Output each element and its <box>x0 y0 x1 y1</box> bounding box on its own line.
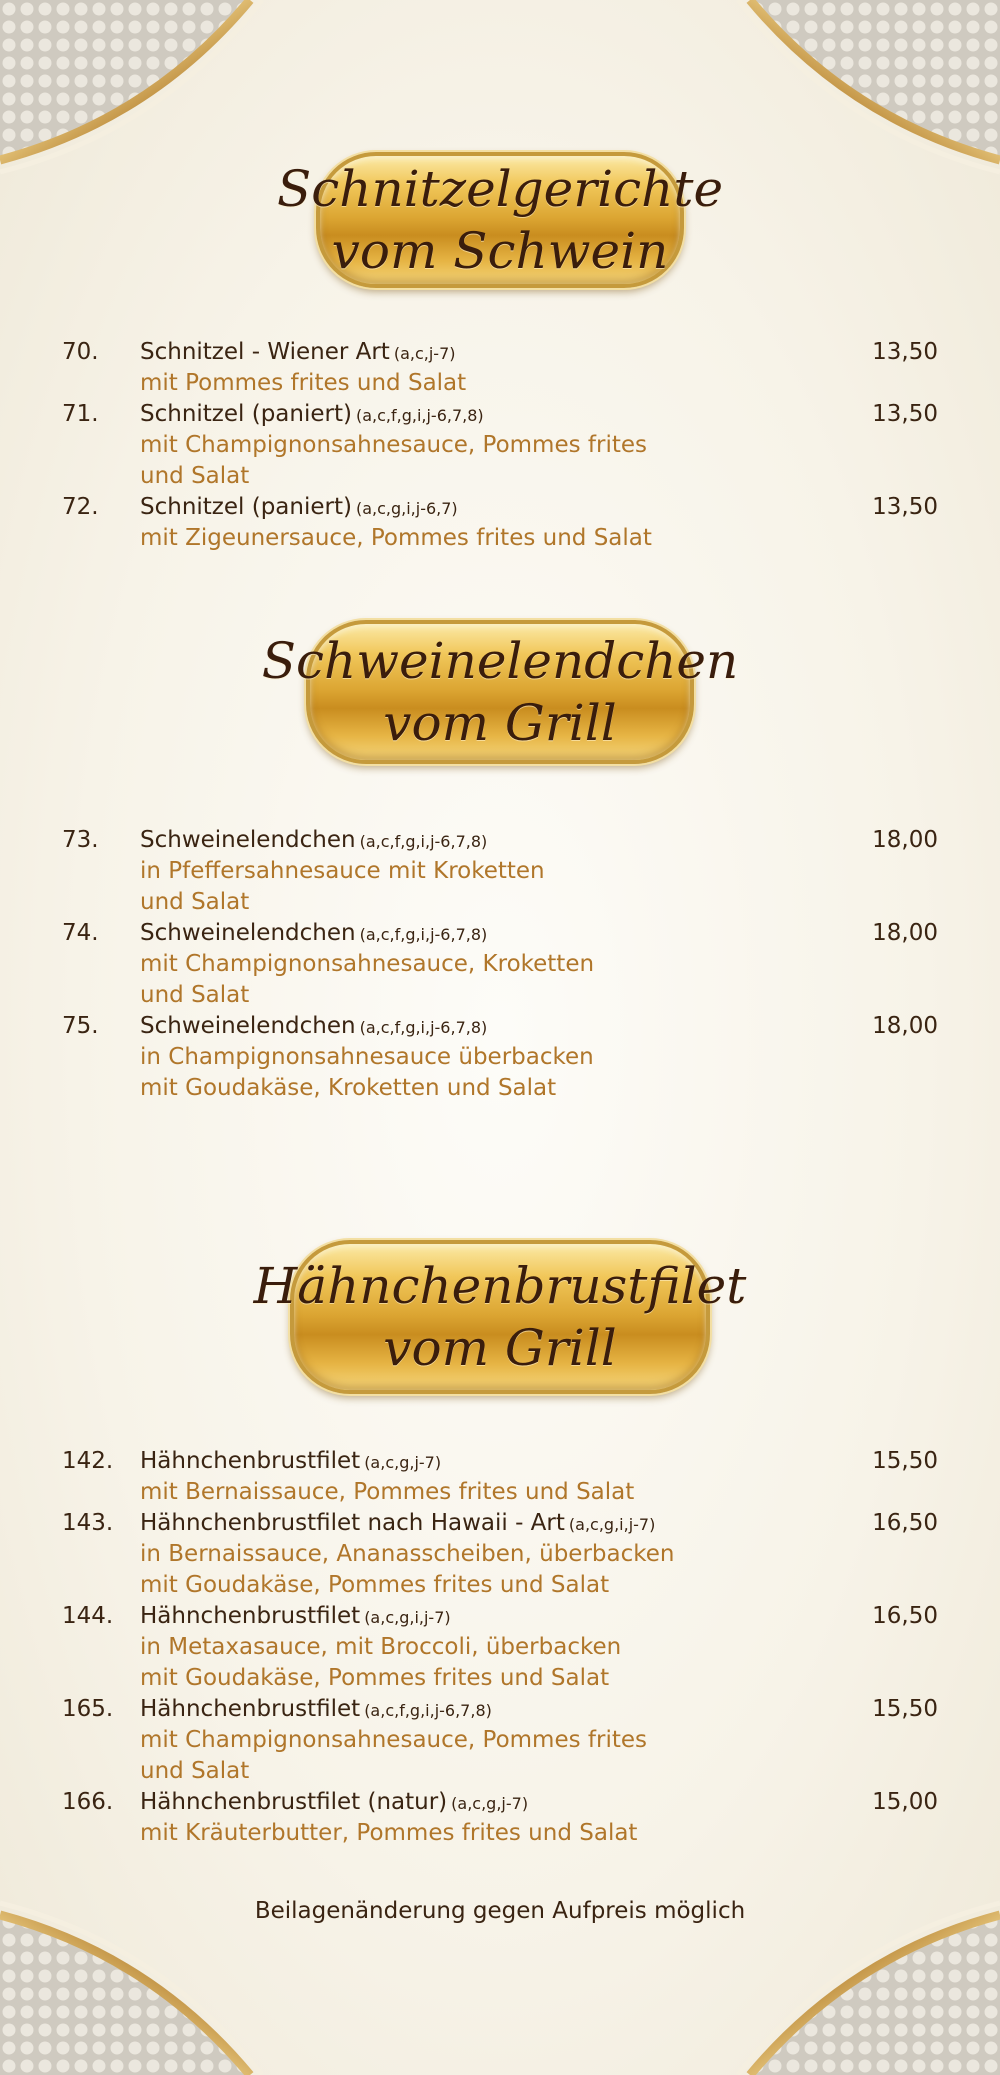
item-allergens: (a,c,f,g,i,j-6,7,8) <box>359 832 488 851</box>
item-allergens: (a,c,g,j-7) <box>451 1794 529 1813</box>
item-number: 142. <box>62 1448 114 1474</box>
item-name: Hähnchenbrustfilet (a,c,f,g,i,j-6,7,8) <box>140 1696 492 1722</box>
item-price: 13,50 <box>872 401 938 427</box>
item-name: Schnitzel - Wiener Art (a,c,j-7) <box>140 339 456 365</box>
item-allergens: (a,c,g,i,j-7) <box>568 1515 656 1534</box>
menu-item <box>0 1446 1000 1508</box>
corner-ornament-bottom-left <box>0 1835 330 2075</box>
item-description: in Bernaissauce, Ananasscheiben, überbacken <box>140 1541 675 1567</box>
item-description: mit Pommes frites und Salat <box>140 370 467 396</box>
item-number: 165. <box>62 1696 114 1722</box>
item-description: mit Bernaissauce, Pommes frites und Salat <box>140 1479 635 1505</box>
item-description: in Metaxasauce, mit Broccoli, überbacken <box>140 1634 622 1660</box>
item-description: und Salat <box>140 1758 250 1784</box>
item-allergens: (a,c,f,g,i,j-6,7,8) <box>364 1701 492 1720</box>
item-price: 18,00 <box>872 920 938 946</box>
item-price: 18,00 <box>872 1013 938 1039</box>
item-description: und Salat <box>140 889 250 915</box>
item-allergens: (a,c,g,i,j-6,7) <box>355 499 458 518</box>
item-number: 71. <box>62 401 99 427</box>
item-name: Schweinelendchen (a,c,f,g,i,j-6,7,8) <box>140 920 488 946</box>
item-description: in Pfeffersahnesauce mit Kroketten <box>140 858 545 884</box>
menu-item <box>0 399 1000 492</box>
item-number: 143. <box>62 1510 114 1536</box>
item-allergens: (a,c,f,g,i,j-6,7,8) <box>359 1018 488 1037</box>
item-allergens: (a,c,g,i,j-7) <box>364 1608 451 1627</box>
item-price: 15,50 <box>872 1696 938 1722</box>
menu-item <box>0 825 1000 918</box>
item-price: 13,50 <box>872 494 938 520</box>
item-allergens: (a,c,j-7) <box>393 344 456 363</box>
item-number: 166. <box>62 1789 114 1815</box>
menu-item <box>0 337 1000 399</box>
item-price: 15,50 <box>872 1448 938 1474</box>
item-name: Hähnchenbrustfilet (natur) (a,c,g,j-7) <box>140 1789 529 1815</box>
item-name: Schnitzel (paniert) (a,c,f,g,i,j-6,7,8) <box>140 401 484 427</box>
corner-ornament-bottom-right <box>670 1835 1000 2075</box>
menu-item <box>0 918 1000 1011</box>
item-description: mit Champignonsahnesauce, Pommes frites <box>140 1727 647 1753</box>
section-title-line: vom Grill <box>383 1319 617 1377</box>
item-name: Schweinelendchen (a,c,f,g,i,j-6,7,8) <box>140 1013 488 1039</box>
section-title-line: Schweinelendchen <box>261 632 739 690</box>
item-number: 70. <box>62 339 99 365</box>
item-name: Hähnchenbrustfilet (a,c,g,j-7) <box>140 1448 442 1474</box>
item-number: 72. <box>62 494 99 520</box>
item-description: und Salat <box>140 982 250 1008</box>
item-name: Hähnchenbrustfilet (a,c,g,i,j-7) <box>140 1603 451 1629</box>
item-name: Schweinelendchen (a,c,f,g,i,j-6,7,8) <box>140 827 488 853</box>
side-dish-note: Beilagenänderung gegen Aufpreis möglich <box>254 1898 746 1924</box>
item-description: mit Champignonsahnesauce, Pommes frites <box>140 432 647 458</box>
section-title-line: Schnitzelgerichte <box>276 160 724 218</box>
item-description: in Champignonsahnesauce überbacken <box>140 1044 594 1070</box>
menu-section-schnitzel <box>0 337 1000 554</box>
section-title-haehnchenbrustfilet <box>253 1240 747 1394</box>
item-allergens: (a,c,f,g,i,j-6,7,8) <box>359 925 488 944</box>
item-number: 74. <box>62 920 99 946</box>
menu-section-haehnchenbrustfilet <box>0 1446 1000 1849</box>
section-title-line: Hähnchenbrustfilet <box>253 1257 747 1315</box>
item-price: 15,00 <box>872 1789 938 1815</box>
item-description: mit Kräuterbutter, Pommes frites und Salat <box>140 1820 638 1846</box>
item-name: Schnitzel (paniert) (a,c,g,i,j-6,7) <box>140 494 458 520</box>
menu-item <box>0 1694 1000 1787</box>
item-name: Hähnchenbrustfilet nach Hawaii - Art (a,c,g,i,j-7) <box>140 1510 656 1536</box>
item-allergens: (a,c,g,j-7) <box>364 1453 442 1472</box>
item-number: 73. <box>62 827 99 853</box>
item-price: 16,50 <box>872 1603 938 1629</box>
item-description: mit Goudakäse, Kroketten und Salat <box>140 1075 557 1101</box>
item-description: mit Champignonsahnesauce, Kroketten <box>140 951 595 977</box>
item-allergens: (a,c,f,g,i,j-6,7,8) <box>355 406 484 425</box>
item-description: mit Goudakäse, Pommes frites und Salat <box>140 1665 610 1691</box>
menu-item <box>0 492 1000 554</box>
menu-item <box>0 1011 1000 1104</box>
item-number: 144. <box>62 1603 114 1629</box>
item-price: 13,50 <box>872 339 938 365</box>
menu-section-schweinelendchen <box>0 825 1000 1104</box>
item-description: mit Goudakäse, Pommes frites und Salat <box>140 1572 610 1598</box>
menu-item <box>0 1508 1000 1601</box>
item-description: mit Zigeunersauce, Pommes frites und Salat <box>140 525 652 551</box>
section-title-line: vom Schwein <box>331 222 669 280</box>
section-title-schweinelendchen <box>261 620 739 764</box>
item-number: 75. <box>62 1013 99 1039</box>
item-description: und Salat <box>140 463 250 489</box>
item-price: 18,00 <box>872 827 938 853</box>
item-price: 16,50 <box>872 1510 938 1536</box>
menu-item <box>0 1601 1000 1694</box>
section-title-line: vom Grill <box>383 694 617 752</box>
menu-item <box>0 1787 1000 1849</box>
section-title-schnitzel <box>276 152 724 288</box>
